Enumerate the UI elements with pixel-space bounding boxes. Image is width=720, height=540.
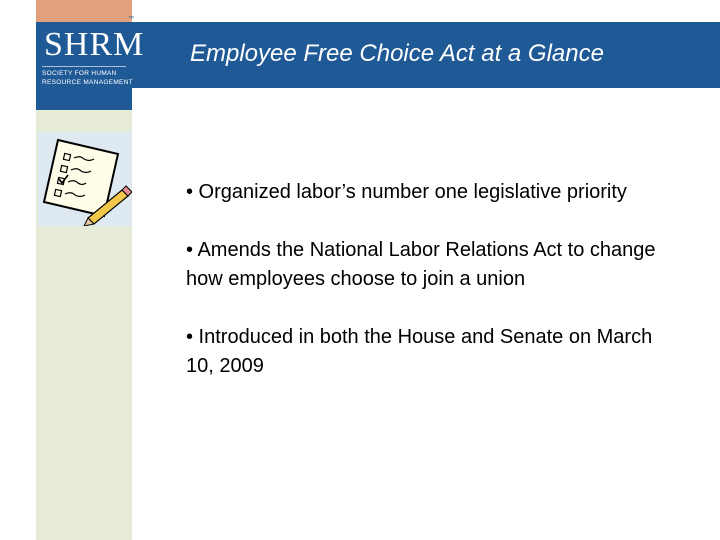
slide-title: Employee Free Choice Act at a Glance — [190, 40, 604, 67]
shrm-logo — [36, 22, 145, 110]
bullet-item-1: • Organized labor’s number one legislative priority — [186, 181, 627, 203]
logo-letters: SHRM — [44, 26, 145, 63]
bullet-item-2: • Amends the National Labor Relations Act to change how employees choose to join a union — [186, 239, 656, 290]
trademark-mark: ™ — [128, 16, 134, 22]
logo-tagline-1: SOCIETY FOR HUMAN — [42, 70, 117, 77]
logo-tagline-2: RESOURCE MANAGEMENT — [42, 79, 133, 86]
logo-divider — [42, 66, 126, 67]
title-bar-gap — [132, 88, 720, 110]
checklist-pencil-icon — [38, 132, 132, 226]
bullet-item-3: • Introduced in both the House and Senate on March 10, 2009 — [186, 326, 653, 377]
bullet-list — [186, 178, 666, 410]
orange-top-band — [36, 0, 132, 22]
